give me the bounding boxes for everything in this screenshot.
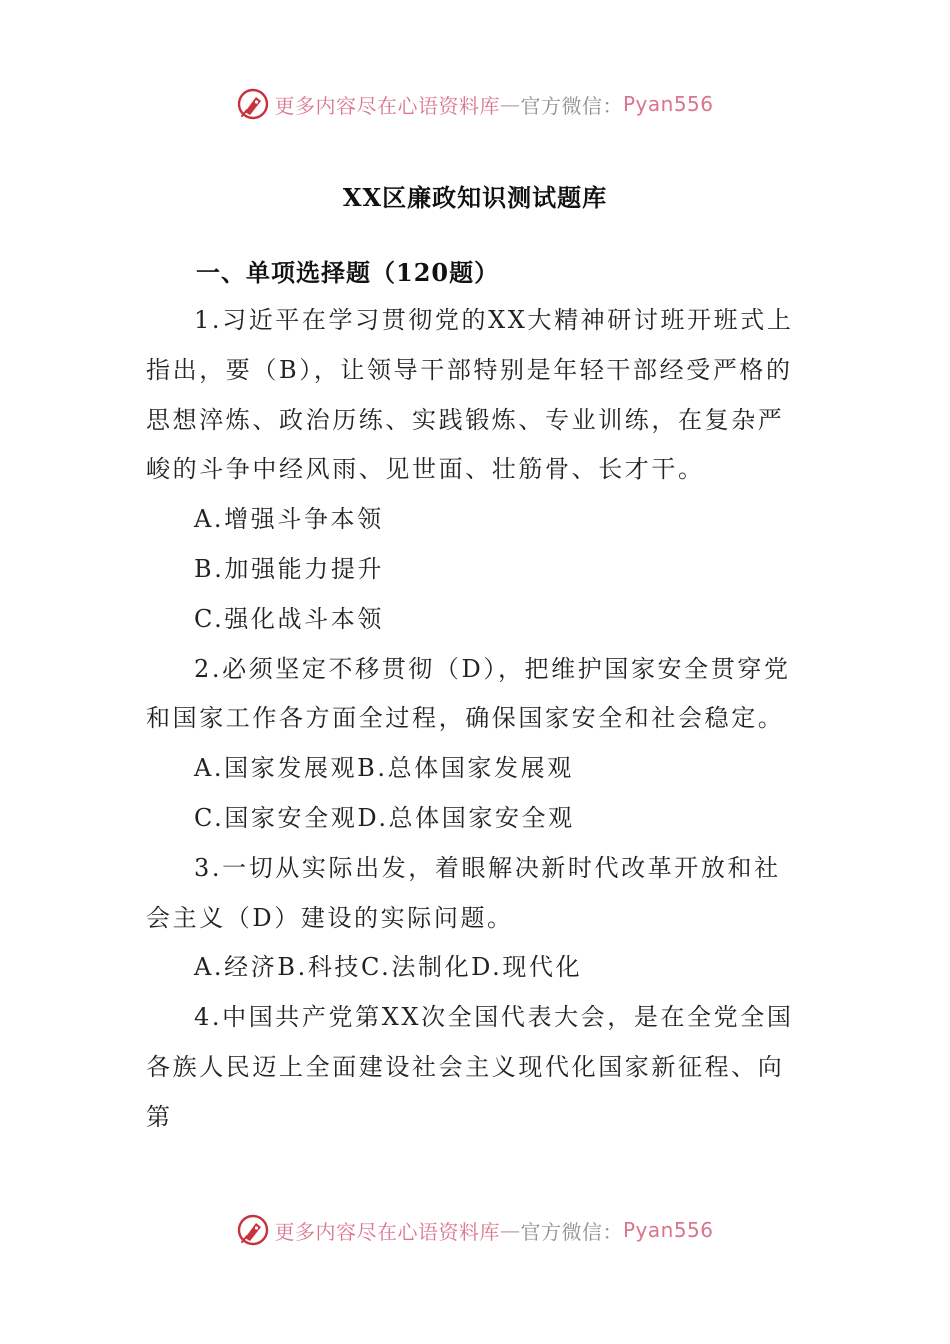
question-1-option-a: A.增强斗争本领 [194,505,384,534]
question-1-option-b: B.加强能力提升 [194,554,385,583]
document-body [146,296,806,1143]
question-3-text: 3.一切从实际出发，着眼解决新时代改革开放和社会主义（D）建设的实际问题。 [146,853,781,932]
question-2-options-cd: C.国家安全观D.总体国家安全观 [194,803,575,832]
banner-wechat-id: Pyan556 [622,1218,714,1242]
pen-nib-logo-icon [236,87,270,121]
banner-wechat-label: 官方微信： [520,1219,623,1244]
question-1-text: 1.习近平在学习贯彻党的XX大精神研讨班开班式上指出，要（B），让领导干部特别是年轻干部经受严格的思想淬炼、政治历练、实践锻炼、专业训练，在复杂严峻的斗争中经风雨、见世面、壮筋骨、长才干。 [146,306,794,484]
banner-dash: — [499,1218,521,1242]
question-1-option-c: C.强化战斗本领 [194,604,384,633]
banner-wechat-label: 官方微信： [520,93,623,118]
banner-main-text: 更多内容尽在心语资料库 [274,93,500,118]
section-heading: 一、单项选择题（120题） [196,258,500,287]
banner-main-text: 更多内容尽在心语资料库 [274,1219,500,1244]
banner-wechat-id: Pyan556 [622,92,714,116]
header-watermark-banner [0,84,950,124]
question-2-options-ab: A.国家发展观B.总体国家发展观 [194,754,574,783]
pen-nib-logo-icon [236,1213,270,1247]
footer-watermark-banner [0,1210,950,1250]
document-title: XX区廉政知识测试题库 [342,183,608,212]
banner-dash: — [499,92,521,116]
question-4-text: 4.中国共产党第XX次全国代表大会，是在全党全国各族人民迈上全面建设社会主义现代化国家新征程、向第 [146,1003,794,1131]
question-2-text: 2.必须坚定不移贯彻（D），把维护国家安全贯穿党和国家工作各方面全过程，确保国家安全和社会稳定。 [146,654,791,733]
question-3-options: A.经济B.科技C.法制化D.现代化 [194,953,583,982]
